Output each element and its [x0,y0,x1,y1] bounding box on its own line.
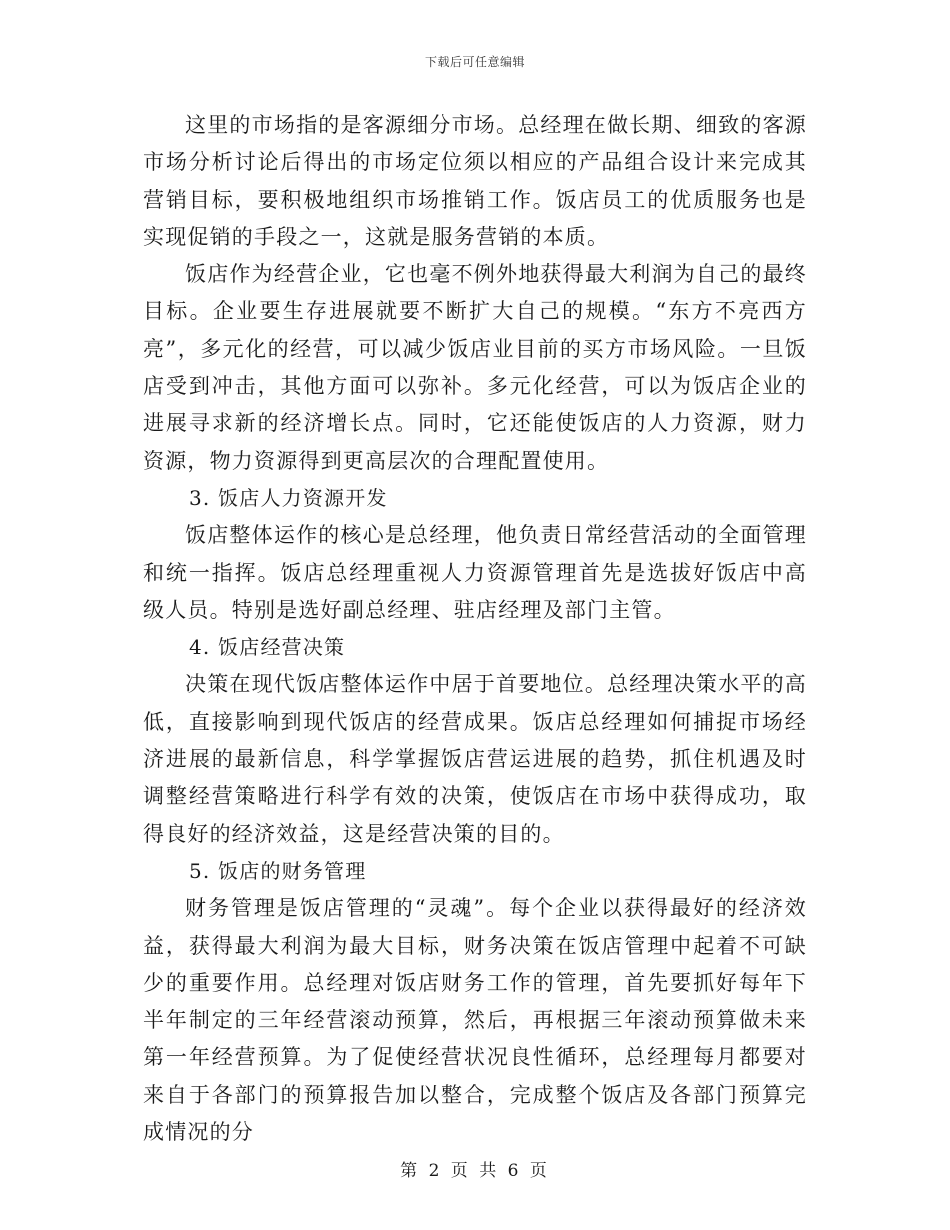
paragraph-hr: 饭店整体运作的核心是总经理，他负责日常经营活动的全面管理和统一指挥。饭店总经理重视人力资源管理首先是选拔好饭店中高级人员。特别是选好副总经理、驻店经理及部门主管。 [143,523,807,622]
page-number-footer: 第 2 页 共 6 页 [400,1161,550,1181]
paragraph-decision: 决策在现代饭店整体运作中居于首要地位。总经理决策水平的高低，直接影响到现代饭店的经营成果。饭店总经理如何捕捉市场经济进展的最新信息，科学掌握饭店营运进展的趋势，抓住机遇及时调整经营策略进行科学有效的决策，使饭店在市场中获得成功，取得良好的经济效益，这是经营决策的目的。 [143,672,807,846]
section-heading-decision: 4. 饭店经营决策 [189,635,346,660]
section-heading-finance: 5. 饭店的财务管理 [189,858,367,883]
section-heading-hr: 3. 饭店人力资源开发 [189,485,388,510]
paragraph-diversification: 饭店作为经营企业，它也毫不例外地获得最大利润为自己的最终目标。企业要生存进展就要不断扩大自己的规模。“东方不亮西方亮”，多元化的经营，可以减少饭店业目前的买方市场风险。一旦饭店受到冲击，其他方面可以弥补。多元化经营，可以为饭店企业的进展寻求新的经济增长点。同时，它还能使饭店的人力资源，财力资源，物力资源得到更高层次的合理配置使用。 [143,262,807,473]
paragraph-finance: 财务管理是饭店管理的“灵魂”。每个企业以获得最好的经济效益，获得最大利润为最大目标，财务决策在饭店管理中起着不可缺少的重要作用。总经理对饭店财务工作的管理，首先要抓好每年下半年制定的三年经营滚动预算，然后，再根据三年滚动预算做未来第一年经营预算。为了促使经营状况良性循环，总经理每月都要对来自于各部门的预算报告加以整合，完成整个饭店及各部门预算完成情况的分 [143,896,807,1145]
header-note: 下载后可任意编辑 [424,55,525,69]
paragraph-market-segment: 这里的市场指的是客源细分市场。总经理在做长期、细致的客源市场分析讨论后得出的市场定位须以相应的产品组合设计来完成其营销目标，要积极地组织市场推销工作。饭店员工的优质服务也是实现促销的手段之一，这就是服务营销的本质。 [143,113,807,249]
document-body [143,107,807,1151]
